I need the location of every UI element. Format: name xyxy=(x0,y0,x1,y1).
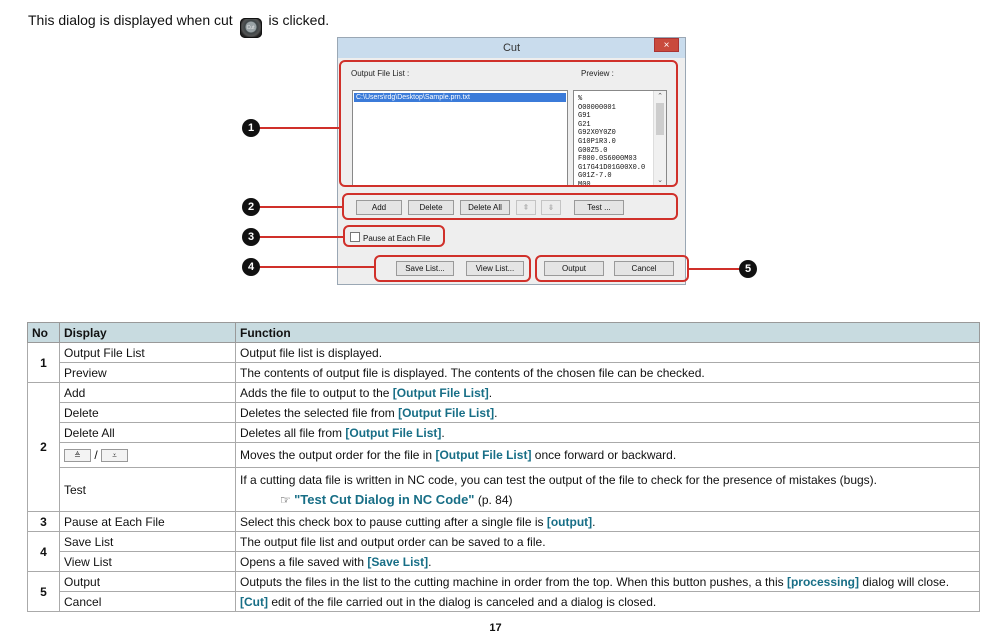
table-row xyxy=(28,552,980,572)
pointing-hand-icon: ☞ xyxy=(280,492,291,507)
highlight-3 xyxy=(343,225,445,247)
function-cell xyxy=(236,592,980,612)
preview-line: G10P1R3.0 xyxy=(578,137,616,146)
ui-reference: [Cut] xyxy=(240,594,268,609)
highlight-2 xyxy=(342,193,678,220)
display-cell: View List xyxy=(60,552,236,572)
file-list-item[interactable]: C:\Users\rdg\Desktop\Sample.prn.txt xyxy=(354,93,566,102)
intro-before: This dialog is displayed when cut xyxy=(28,12,233,28)
row-number: 4 xyxy=(28,532,60,572)
output-button[interactable]: Output xyxy=(544,261,604,276)
cut-icon xyxy=(240,18,262,38)
table-row xyxy=(28,423,980,443)
function-text: once forward or backward. xyxy=(531,448,677,462)
table-row xyxy=(28,572,980,592)
display-cell: Pause at Each File xyxy=(60,512,236,532)
save-list-button[interactable]: Save List... xyxy=(396,261,454,276)
pause-checkbox-label: Pause at Each File xyxy=(363,234,431,243)
highlight-5 xyxy=(535,255,689,282)
preview-line: O00000001 xyxy=(578,103,616,112)
move-down-button[interactable]: ⇟ xyxy=(541,200,561,215)
table-row xyxy=(28,363,980,383)
header-no: No xyxy=(28,323,60,343)
table-header-row xyxy=(28,323,980,343)
function-text: . xyxy=(428,554,432,569)
display-cell xyxy=(60,443,236,468)
table-row xyxy=(28,468,980,512)
output-file-list-label: Output File List : xyxy=(351,69,410,78)
see-reference xyxy=(240,492,975,507)
function-text: Deletes all file from xyxy=(240,425,346,440)
function-cell xyxy=(236,512,980,532)
function-cell xyxy=(236,403,980,423)
preview-line: % xyxy=(578,95,583,103)
function-cell xyxy=(236,383,980,403)
leader-2 xyxy=(258,206,343,208)
ui-reference: [Save List] xyxy=(367,554,429,569)
move-down-icon: ⩡ xyxy=(101,449,128,462)
cut-icon-label: Cut xyxy=(246,25,255,31)
scroll-up-icon[interactable]: ⌃ xyxy=(657,93,663,100)
display-cell: Test xyxy=(60,468,236,512)
leader-3 xyxy=(258,236,344,238)
function-cell xyxy=(236,572,980,592)
ui-reference: [Output File List] xyxy=(392,385,489,400)
scroll-down-icon[interactable]: ⌄ xyxy=(657,177,663,184)
display-cell: Add xyxy=(60,383,236,403)
function-cell xyxy=(236,423,980,443)
callout-4: 4 xyxy=(242,258,260,276)
cancel-button[interactable]: Cancel xyxy=(614,261,674,276)
leader-4 xyxy=(258,266,375,268)
display-cell: Delete xyxy=(60,403,236,423)
table-row xyxy=(28,383,980,403)
table-row xyxy=(28,403,980,423)
move-up-icon: ≜ xyxy=(64,449,91,462)
preview-line: G01Z-7.0 xyxy=(578,172,612,181)
callout-1: 1 xyxy=(242,119,260,137)
delete-all-button[interactable]: Delete All xyxy=(460,200,510,215)
highlight-1 xyxy=(339,60,678,187)
header-display: Display xyxy=(60,323,236,343)
table-row xyxy=(28,343,980,363)
function-cell xyxy=(236,552,980,572)
preview-label: Preview : xyxy=(581,69,614,78)
highlight-4 xyxy=(374,255,531,282)
function-text: . xyxy=(592,514,596,529)
add-button[interactable]: Add xyxy=(356,200,402,215)
page-number: 17 xyxy=(489,622,502,634)
function-text: Outputs the files in the list to the cutting machine in order from the top. When this button pushes, a this xyxy=(240,574,787,589)
row-number: 1 xyxy=(28,343,60,383)
header-function: Function xyxy=(236,323,980,343)
function-text: . xyxy=(494,405,498,420)
preview-line: F800.0S6000M03 xyxy=(578,155,637,164)
leader-1 xyxy=(258,127,340,129)
row-number: 3 xyxy=(28,512,60,532)
function-text: . xyxy=(441,425,445,440)
function-text: If a cutting data file is written in NC code, you can test the output of the file to check for the presence of mistakes (bugs). xyxy=(240,472,877,487)
table-row xyxy=(28,592,980,612)
callout-5: 5 xyxy=(739,260,757,278)
table-row xyxy=(28,443,980,468)
function-cell xyxy=(236,443,980,468)
preview-line: M00 xyxy=(578,180,591,186)
table-row xyxy=(28,512,980,532)
function-text: edit of the file carried out in the dialog is canceled and a dialog is closed. xyxy=(267,594,657,609)
display-cell: Cancel xyxy=(60,592,236,612)
display-cell: Output xyxy=(60,572,236,592)
function-cell: Output file list is displayed. xyxy=(236,343,980,363)
view-list-button[interactable]: View List... xyxy=(466,261,524,276)
display-cell: Preview xyxy=(60,363,236,383)
preview-line: G92X0Y0Z0 xyxy=(578,129,616,138)
callout-2: 2 xyxy=(242,198,260,216)
function-cell: The output file list and output order can be saved to a file. xyxy=(236,532,980,552)
ui-reference: [Output File List] xyxy=(435,448,532,462)
see-page: (p. 84) xyxy=(474,492,513,507)
move-up-button[interactable]: ⇞ xyxy=(516,200,536,215)
ui-reference: [Output File List] xyxy=(345,425,442,440)
display-cell: Delete All xyxy=(60,423,236,443)
row-number: 2 xyxy=(28,383,60,512)
display-cell: Save List xyxy=(60,532,236,552)
function-cell xyxy=(236,468,980,512)
intro-text xyxy=(28,11,329,38)
preview-line: G17G41D01G00X0.0 xyxy=(578,163,646,172)
preview-line: G91 xyxy=(578,112,591,121)
dialog-close-button[interactable]: × xyxy=(654,38,679,52)
dialog-titlebar xyxy=(338,38,685,58)
leader-5 xyxy=(688,268,740,270)
callout-3: 3 xyxy=(242,228,260,246)
see-link[interactable]: "Test Cut Dialog in NC Code" xyxy=(294,491,475,507)
delete-button[interactable]: Delete xyxy=(408,200,454,215)
function-text: . xyxy=(488,385,493,400)
separator: / xyxy=(94,447,98,462)
function-cell: The contents of output file is displayed. The contents of the chosen file can be checked. xyxy=(236,363,980,383)
preview-line: G00Z5.0 xyxy=(578,146,608,155)
function-text: Adds the file to output to the xyxy=(240,385,393,400)
ui-reference: [output] xyxy=(546,514,593,529)
table-row xyxy=(28,532,980,552)
row-number: 5 xyxy=(28,572,60,612)
function-text: Opens a file saved with xyxy=(240,554,368,569)
function-text: Deletes the selected file from xyxy=(240,405,399,420)
ui-reference: [processing] xyxy=(786,574,859,589)
ui-reference: [Output File List] xyxy=(398,405,495,420)
function-text: Select this check box to pause cutting after a single file is xyxy=(240,514,547,529)
test-button[interactable]: Test ... xyxy=(574,200,624,215)
function-text: Moves the output order for the file in xyxy=(240,448,436,462)
function-table xyxy=(27,322,980,612)
preview-line: G21 xyxy=(578,120,591,129)
function-text: dialog will close. xyxy=(858,574,950,589)
display-cell: Output File List xyxy=(60,343,236,363)
intro-after: is clicked. xyxy=(268,12,330,28)
dialog-title: Cut xyxy=(502,42,521,54)
